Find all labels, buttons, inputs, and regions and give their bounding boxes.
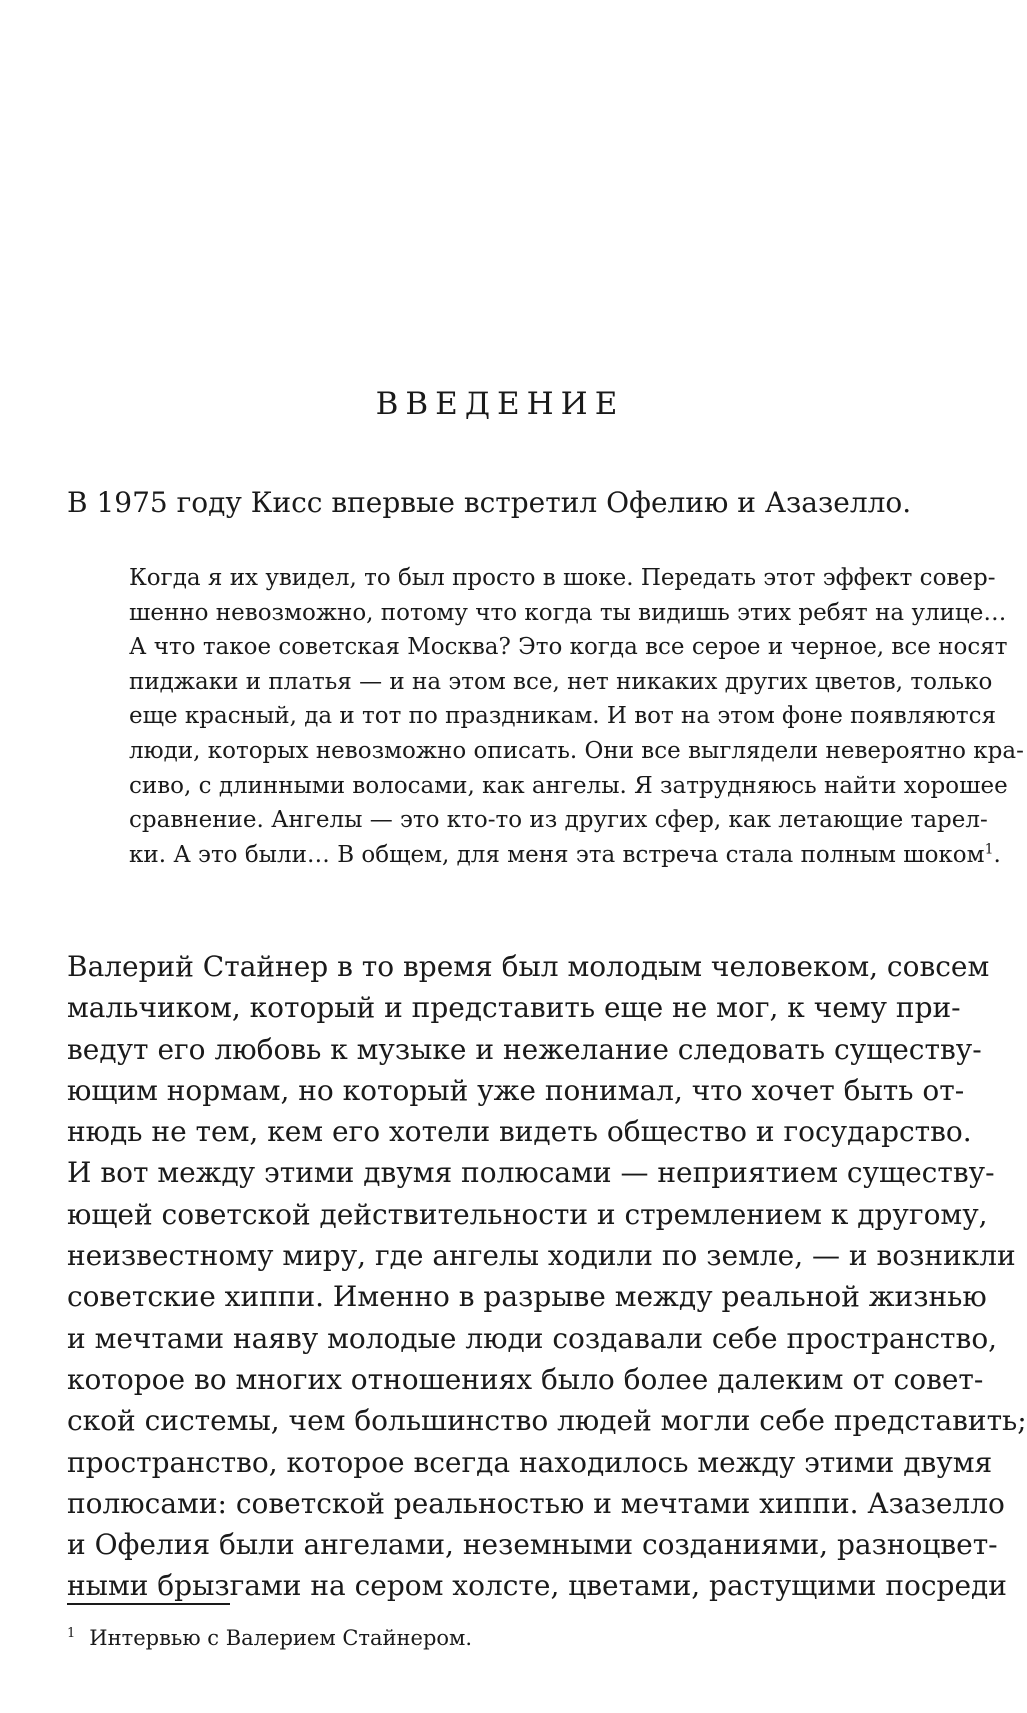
quote-line: сиво, с длинными волосами, как ангелы. Я затрудняюсь найти хорошее [129,772,1008,799]
footnote-divider [67,1603,230,1605]
body-line: ными брызгами на сером холсте, цветами, растущими посреди [67,1569,1007,1603]
body-line: И вот между этими двумя полюсами — неприятием существу- [67,1156,995,1190]
body-line: Валерий Стайнер в то время был молодым человеком, совсем [67,950,990,983]
body-line: ющим нормам, но который уже понимал, что хочет быть от- [67,1073,965,1107]
quote-line: сравнение. Ангелы — это кто-то из других сфер, как летающие тарел- [129,807,988,834]
body-line: и Офелия были ангелами, неземными созданиями, разноцвет- [67,1528,998,1562]
quote-line: шенно невозможно, потому что когда ты видишь этих ребят на улице… [129,599,1007,626]
body-line: и мечтами наяву молодые люди создавали себе пространство, [67,1321,998,1355]
body-paragraph [67,946,1027,1607]
quote-line: люди, которых невозможно описать. Они все выглядели невероятно кра- [129,737,1024,764]
footnote-text: Интервью с Валерием Стайнером. [89,1626,473,1650]
body-line: неизвестному миру, где ангелы ходили по земле, — и возникли [67,1239,1016,1273]
quote-line-last [129,838,1001,873]
quote-line: А что такое советская Москва? Это когда все серое и черное, все носят [129,634,1008,661]
quote-line: еще красный, да и тот по праздникам. И вот на этом фоне появляются [129,703,997,730]
body-line: ведут его любовь к музыке и нежелание следовать существу- [67,1032,982,1066]
body-line: ющей советской действительности и стремлением к другому, [67,1197,988,1231]
quote-end-punctuation: . [993,841,1001,868]
body-line: ской системы, чем большинство людей могли себе представить; [67,1404,1027,1438]
body-line: мальчиком, который и представить еще не мог, к чему при- [67,991,961,1025]
body-line: пространство, которое всегда находилось между этими двумя [67,1445,993,1479]
body-line: нюдь не тем, кем его хотели видеть общество и государство. [67,1115,972,1149]
chapter-title: ВВЕДЕНИЕ [375,386,625,422]
footnote-mark: 1 [67,1626,76,1641]
body-line: которое во многих отношениях было более далеким от совет- [67,1362,984,1396]
footnote-reference[interactable]: 1 [984,841,994,858]
block-quote [129,561,1024,872]
body-line: советские хиппи. Именно в разрыве между реальной жизнью [67,1280,987,1314]
footnote [67,1622,472,1654]
body-line: полюсами: советской реальностью и мечтами хиппи. Азазелло [67,1486,1005,1520]
intro-sentence: В 1975 году Кисс впервые встретил Офелию и Азазелло. [67,486,912,519]
quote-line: Когда я их увидел, то был просто в шоке. Передать этот эффект совер- [129,565,996,591]
quote-line: пиджаки и платья — и на этом все, нет никаких других цветов, только [129,668,993,695]
quote-line-last-text: ки. А это были… В общем, для меня эта встреча стала полным шоком [129,841,985,868]
